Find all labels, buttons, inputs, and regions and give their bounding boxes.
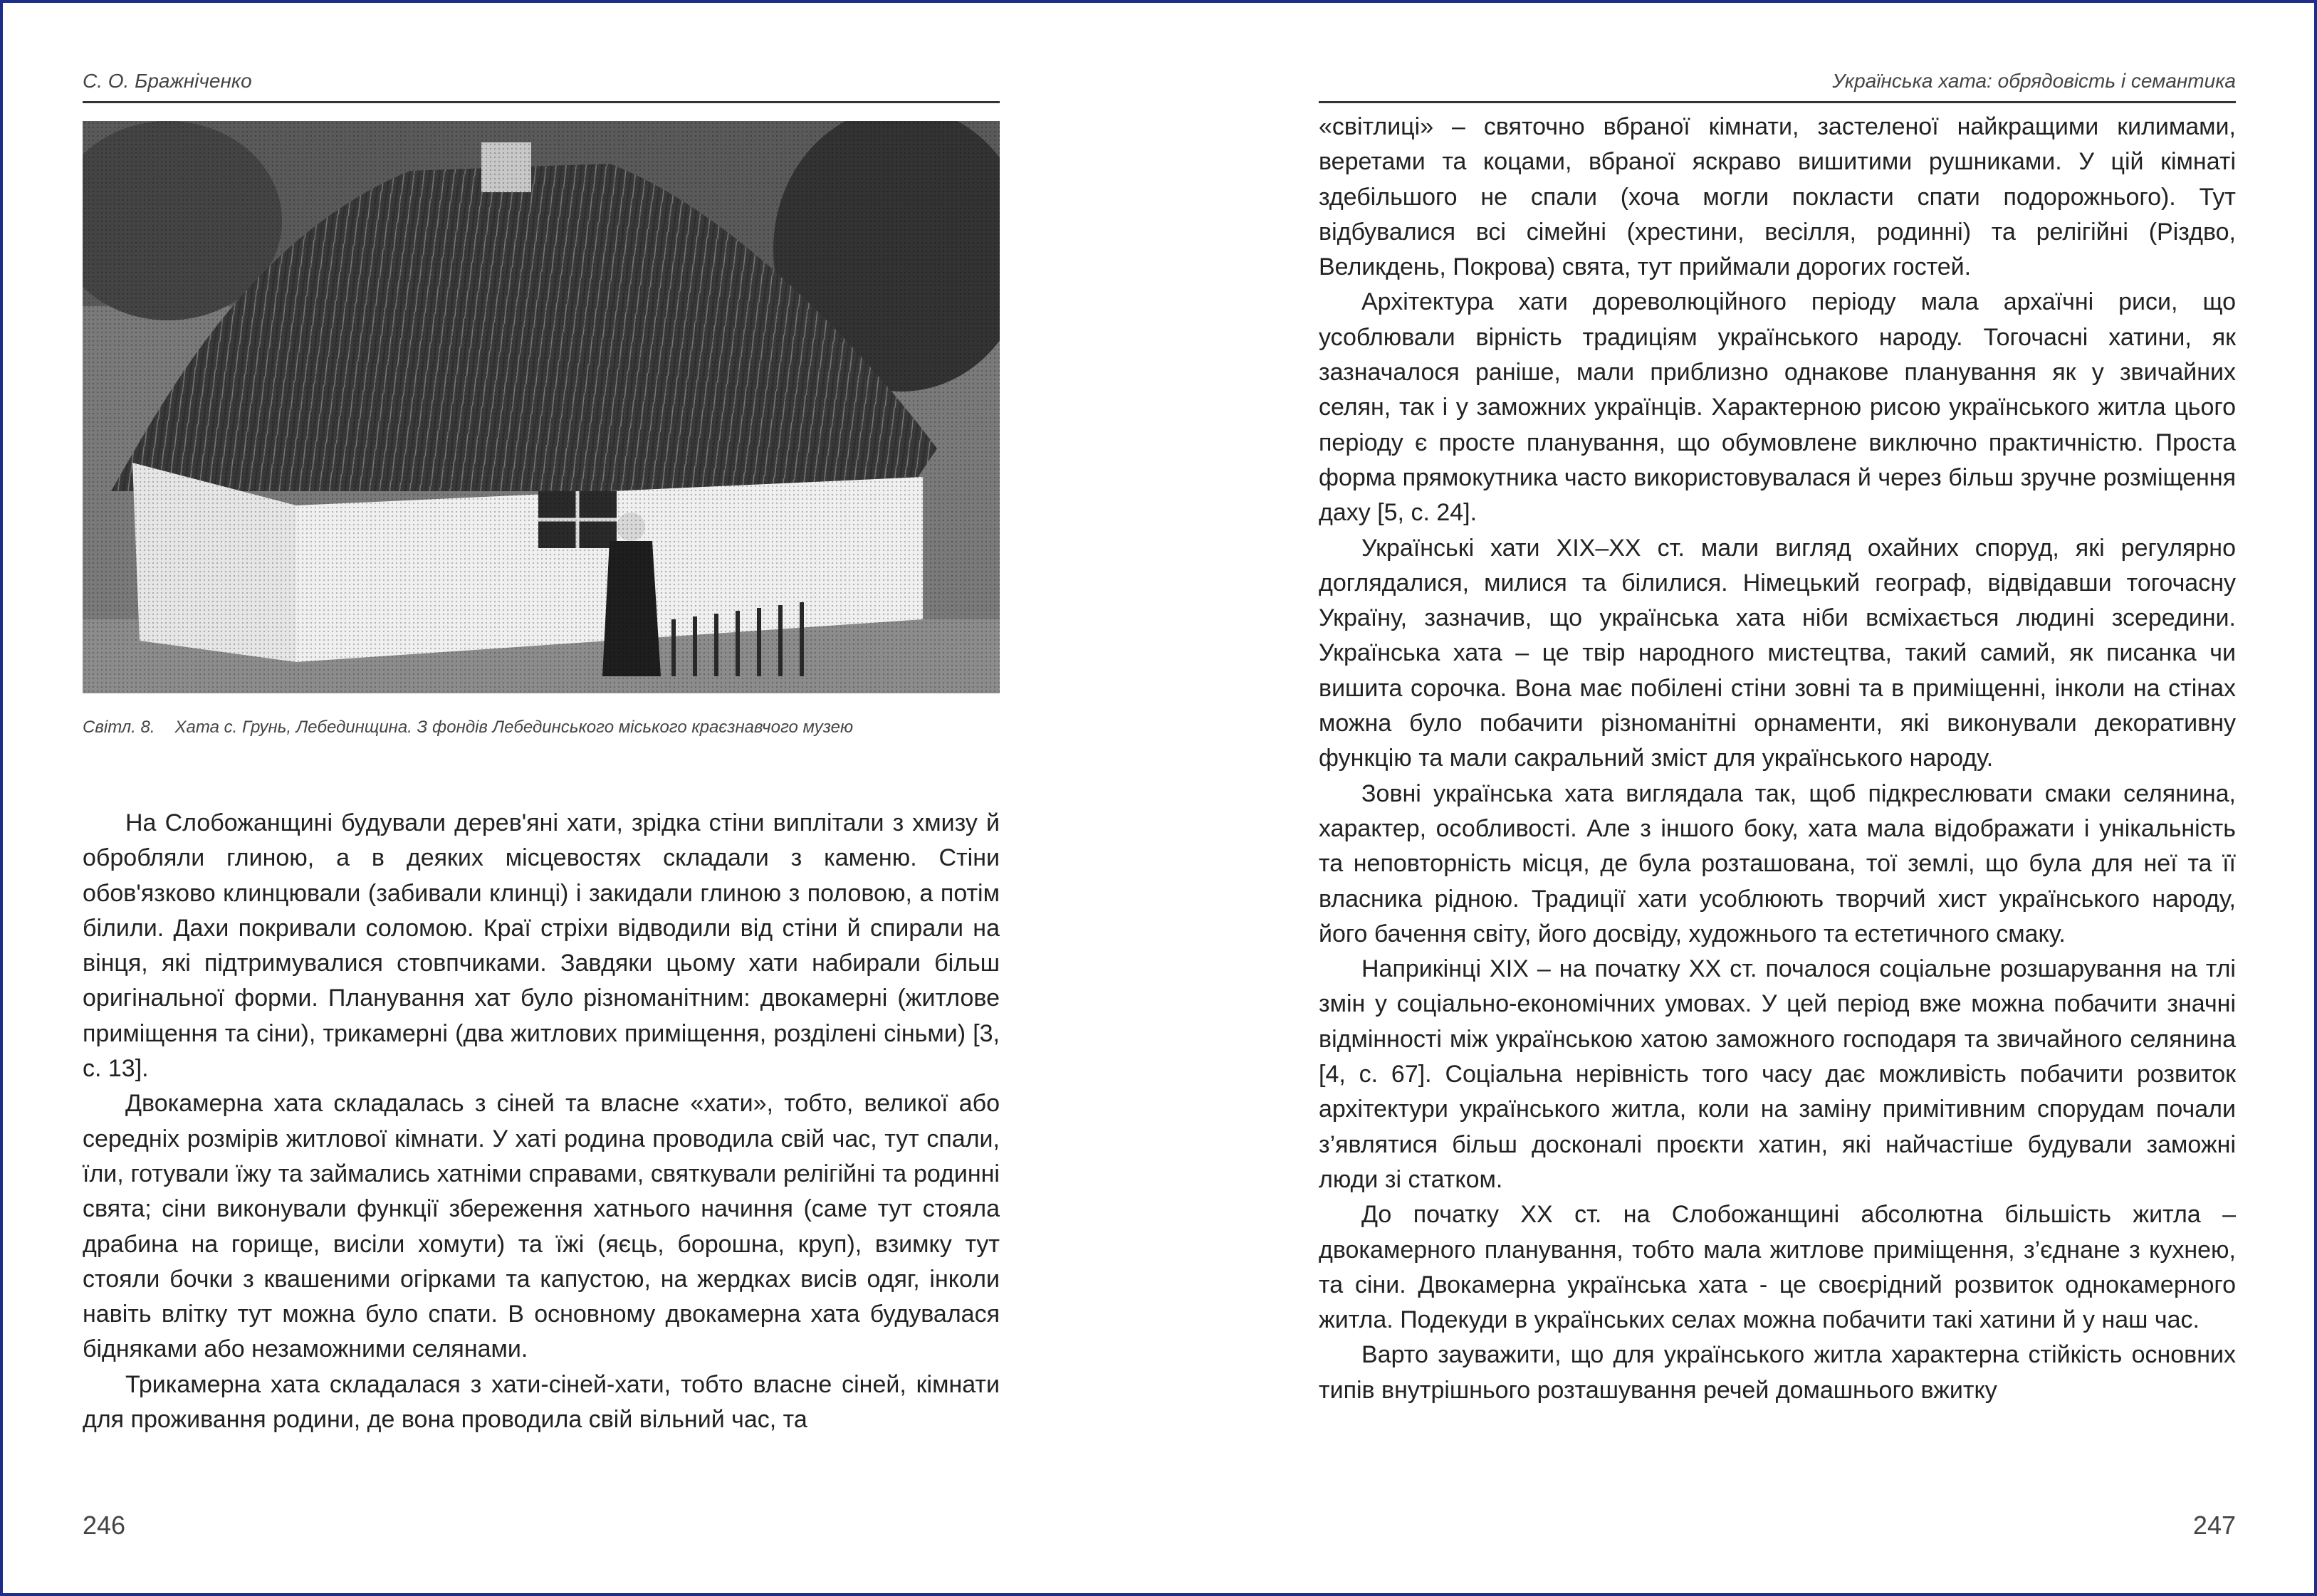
book-title: Українська хата: обрядовість і семантика (1832, 70, 2236, 92)
house-photo (83, 121, 1000, 693)
page-number-right: 247 (2192, 1511, 2236, 1540)
running-head-left (83, 60, 1000, 103)
paragraph: Трикамерна хата складалася з хати-сіней-хати, тобто власне сіней, кімнати для проживання родини, де вона проводила свій вільний час, та (83, 1370, 1000, 1434)
paragraph: Варто зауважити, що для українського житла характерна стійкість основних типів внутрішнього розташування речей домашнього вжитку (1319, 1341, 2236, 1404)
figure-caption-text: Хата с. Грунь, Лебединщина. З фондів Лебединського міського краєзнавчого музею (174, 718, 853, 737)
figure-label: Світл. 8. (83, 718, 155, 737)
paragraph: Архітектура хати дореволюційного періоду мала архаїчні риси, що усоблювали вірність традиціям українського народу. Тогочасні хатини, як зазначалося раніше, мали приблизно однакове планування як у звичайних селян, так і у заможних українців. Характерною рисою українського житла цього періоду є просте планування, що обумовлене виключно практичністю. Проста форма прямокутника часто використовувалася й через більш зручне розміщення даху [5, с. 24]. (1319, 288, 2236, 527)
page-number-left: 246 (83, 1511, 126, 1540)
paragraph: На Слобожанщині будували дерев'яні хати, зрідка стіни виплітали з хмизу й обробляли глиною, а в деяких місцевостях складали з каменю. Стіни обов'язково клинцювали (забивали клинці) і закидали глиною з половою, а потім білили. Дахи покривали соломою. Краї стріхи відводили від стіни й спирали на вінця, які підтримувалися стовпчиками. Завдяки цьому хати набирали більш оригінальної форми. Планування хат було різноманітним: двокамерні (житлове приміщення та сіни), трикамерні (два житлових приміщення, розділені сіньми) [3, с. 13]. (83, 809, 1000, 1083)
author-name: С. О. Бражніченко (83, 70, 252, 92)
paragraph: Двокамерна хата складалась з сіней та власне «хати», тобто, великої або середніх розмірів житлової кімнати. У хаті родина проводила свій час, тут спали, їли, готували їжу та займались хатніми справами, святкували релігійні та родинні свята; сіни виконували функції збереження хатнього начиння (саме тут стояла драбина на горище, висіли хомути) та їжі (яєць, борошна, круп), взимку тут стояли бочки з квашеними огірками та капустою, на жердках висів одяг, інколи навіть влітку тут можна було спати. В основному двокамерна хата будувалася бідняками або незаможними селянами. (83, 1090, 1000, 1363)
right-body-text (1319, 110, 2236, 1408)
paragraph: До початку XX ст. на Слобожанщині абсолютна більшість житла – двокамерного планування, тобто мала житлове приміщення, з’єднане з кухнею, та сіни. Двокамерна українська хата - це своєрідний розвиток однокамерного житла. Подекуди в українських селах можна побачити такі хатини й у наш час. (1319, 1201, 2236, 1334)
paragraph: Наприкінці XIX – на початку XX ст. почалося соціальне розшарування на тлі змін у соціально-економічних умовах. У цей період вже можна побачити значні відмінності між українською хатою заможного господаря та звичайного селянина [4, с. 67]. Соціальна нерівність того часу дає можливість побачити розвиток архітектури українського житла, коли на заміну примітивним спорудам почали з’являтися більш досконалі проєкти хатин, які найчастіше будували заможні люди зі статком. (1319, 955, 2236, 1193)
paragraph: Зовні українська хата виглядала так, щоб підкреслювати смаки селянина, характер, особливості. Але з іншого боку, хата мала відображати і унікальність та неповторність місця, де була розташована, тої землі, що була для неї та її власника рідною. Традиції хати усоблюють творчий хист українського народу, його бачення світу, його досвіду, художнього та естетичного смаку. (1319, 779, 2236, 947)
paragraph: Українські хати XIX–XX ст. мали вигляд охайних споруд, які регулярно доглядалися, милися та білилися. Німецький географ, відвідавши тогочасну Україну, зазначив, що українська хата ніби всміхається людині зсередини. Українська хата – це твір народного мистецтва, такий самий, як писанка чи вишита сорочка. Вона має побілені стіни зовні та в приміщенні, інколи на стінах можна було побачити різноманітні орнаменти, які виконували декоративну функцію та мали сакральний зміст для українського народу. (1319, 534, 2236, 772)
running-head-right (1319, 60, 2236, 103)
figure-caption (83, 718, 1000, 737)
paragraph: «світлиці» – святочно вбраної кімнати, застеленої найкращими килимами, веретами та коцами, вбраної яскраво вишитими рушниками. У цій кімнаті здебільшого не спали (хоча могли покласти спати подорожнього). Тут відбувалися всі сімейні (хрестини, весілля, родинні) та релігійні (Різдво, Великдень, Покрова) свята, тут приймали дорогих гостей. (1319, 113, 2236, 281)
left-page (83, 3, 1000, 1593)
left-body-text (83, 806, 1000, 1437)
right-page (1319, 3, 2236, 1593)
